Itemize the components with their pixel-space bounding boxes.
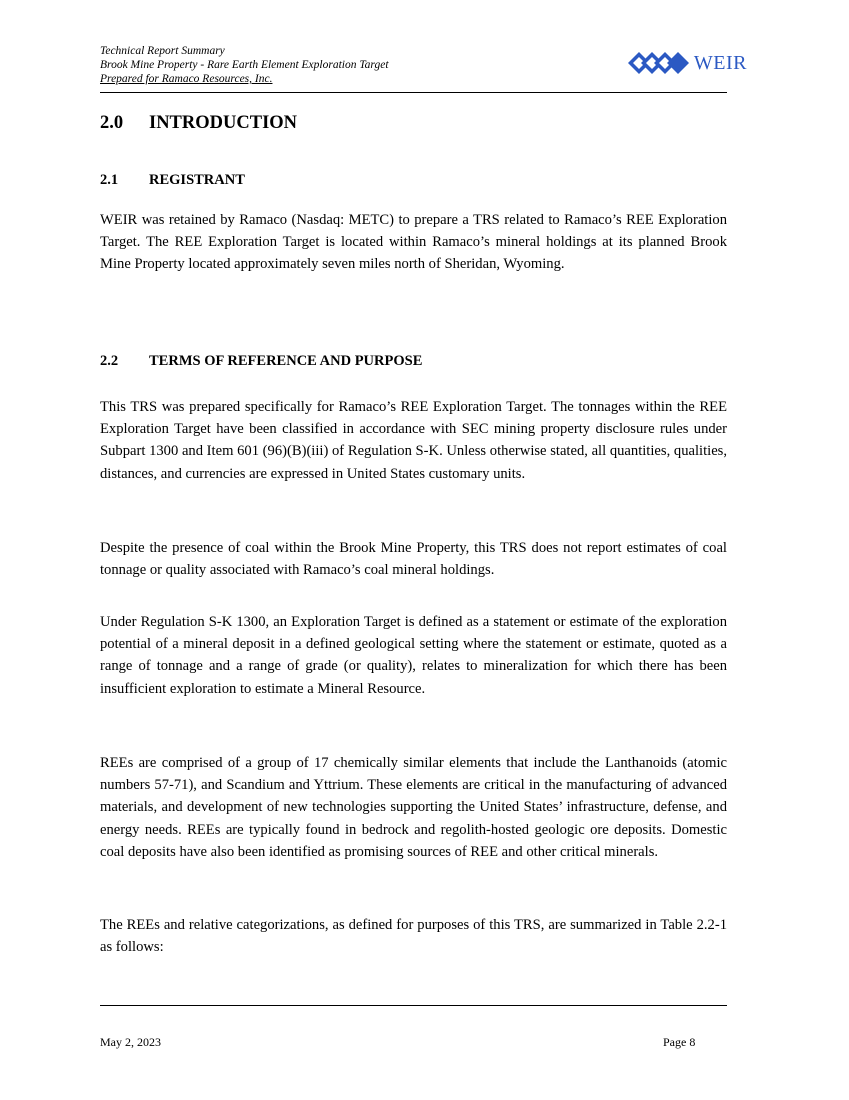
registrant-heading xyxy=(100,170,245,190)
header-property: Brook Mine Property - Rare Earth Element Exploration Target xyxy=(100,59,389,71)
terms-title: TERMS OF REFERENCE AND PURPOSE xyxy=(149,353,423,369)
page-header xyxy=(100,44,747,94)
section-title: INTRODUCTION xyxy=(149,113,298,133)
terms-heading xyxy=(100,351,422,371)
paragraph-rees: REEs are comprised of a group of 17 chemically similar elements that include the Lanthanoids (atomic numbers 57-71), and Scandium and Yttrium. These elements are critical in the manufacturing of advanced materials, and development of new technologies supporting the United States’ infrastructure, defense, and energy needs. REEs are typically found in bedrock and regolith-hosted geologic ore deposits. Domestic coal deposits have also been identified as promising sources of REE and other critical minerals. xyxy=(100,755,727,860)
paragraph-trs-purpose: This TRS was prepared specifically for Ramaco’s REE Exploration Target. The tonnages within the REE Exploration Target have been classified in accordance with SEC mining property disclosure rules under Subpart 1300 and Item 601 (96)(B)(iii) of Regulation S-K. Unless otherwise stated, all quantities, qualities, distances, and currencies are expressed in United States customary units. xyxy=(100,399,727,482)
footer-page-number: Page 8 xyxy=(663,1035,696,1049)
terms-number: 2.2 xyxy=(100,353,119,369)
registrant-title: REGISTRANT xyxy=(149,172,245,188)
weir-logo xyxy=(628,50,747,76)
section-heading xyxy=(100,110,297,136)
paragraph-coal: Despite the presence of coal within the Brook Mine Property, this TRS does not report estimates of coal tonnage or quality associated with Ramaco’s coal mineral holdings. xyxy=(100,540,727,579)
header-prepared-for: Prepared for Ramaco Resources, Inc. xyxy=(100,73,273,85)
paragraph-table-intro: The REEs and relative categorizations, as defined for purposes of this TRS, are summarized in Table 2.2-1 as follows: xyxy=(100,917,727,956)
weir-logo-text: WEIR xyxy=(693,51,747,74)
footer-divider xyxy=(100,1005,727,1006)
section-number: 2.0 xyxy=(100,113,124,133)
footer-date: May 2, 2023 xyxy=(100,1035,161,1049)
registrant-number: 2.1 xyxy=(100,172,119,188)
header-divider xyxy=(100,92,727,93)
weir-diamond-icon xyxy=(628,52,692,74)
header-report-type: Technical Report Summary xyxy=(100,45,225,57)
paragraph-exploration-target: Under Regulation S-K 1300, an Exploration Target is defined as a statement or estimate of the exploration potential of a mineral deposit in a defined geological setting where the statement or estimate, quoted as a range of tonnage and a range of grade (or quality), relates to mineralization for which there has been insufficient exploration to estimate a Mineral Resource. xyxy=(100,614,727,697)
registrant-paragraph: WEIR was retained by Ramaco (Nasdaq: METC) to prepare a TRS related to Ramaco’s REE Exploration Target. The REE Exploration Target is located within Ramaco’s mineral holdings at its planned Brook Mine Property located approximately seven miles north of Sheridan, Wyoming. xyxy=(100,212,727,273)
